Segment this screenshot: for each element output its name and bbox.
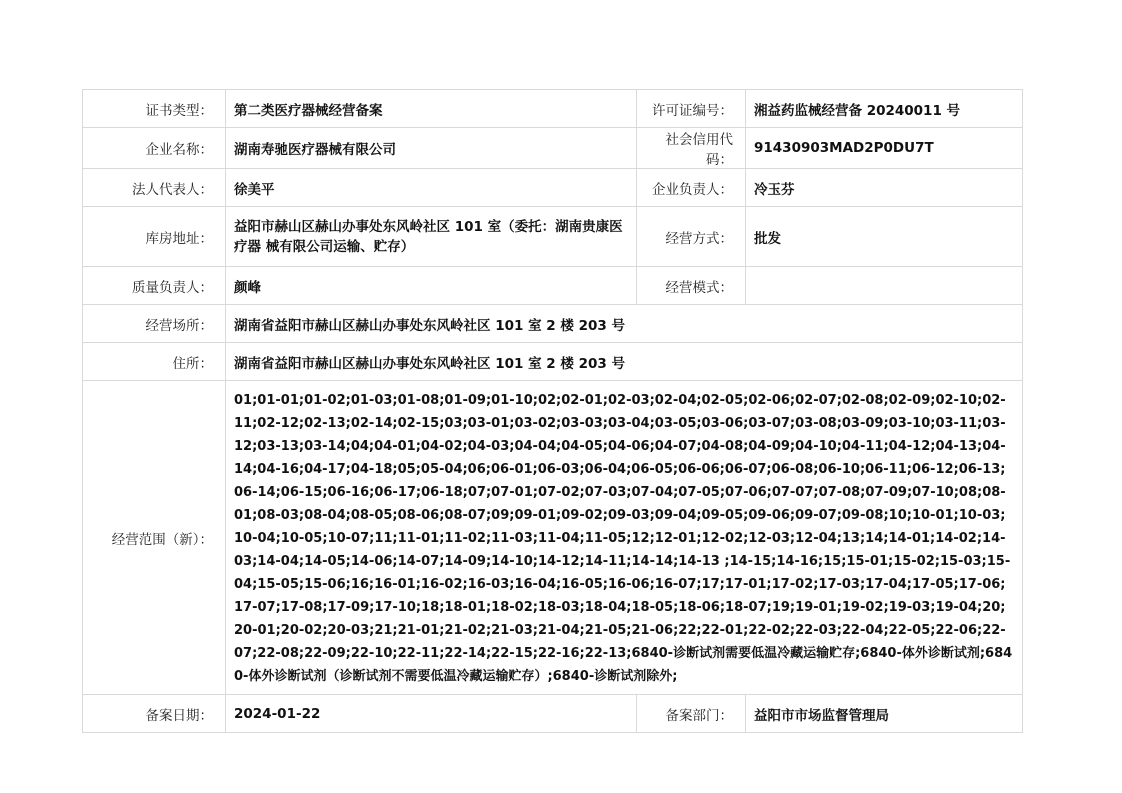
residence-value: 湖南省益阳市赫山区赫山办事处东风岭社区 101 室 2 楼 203 号 [226,343,1023,381]
record-date-value: 2024-01-22 [226,695,637,733]
record-dept-label: 备案部门： [637,695,746,733]
row-company-name [83,128,1023,169]
premises-label: 经营场所： [83,305,226,343]
row-legal-rep [83,169,1023,207]
cert-type-label: 证书类型： [83,90,226,128]
scope-value: 01;01-01;01-02;01-03;01-08;01-09;01-10;02;02-01;02-03;02-04;02-05;02-06;02-07;02-08;02-09;02-10;02-11;02-12;02-13;02-14;02-15;03;03-01;03-02;03-03;03-04;03-05;03-06;03-07;03-08;03-09;03-10;03-11;03-12;03-13;03-14;04;04-01;04-02;04-03;04-04;04-05;04-06;04-07;04-08;04-09;04-10;04-11;04-12;04-13;04-14;04-16;04-17;04-18;05;05-04;06;06-01;06-03;06-04;06-05;06-06;06-07;06-08;06-10;06-11;06-12;06-13;06-14;06-15;06-16;06-17;06-18;07;07-01;07-02;07-03;07-04;07-05;07-06;07-07;07-08;07-09;07-10;08;08-01;08-03;08-04;08-05;08-06;08-07;09;09-01;09-02;09-03;09-04;09-05;09-06;09-07;09-08;10;10-01;10-03;10-04;10-05;10-07;11;11-01;11-02;11-03;11-04;11-05;12;12-01;12-02;12-03;12-04;13;14;14-01;14-02;14-03;14-04;14-05;14-06;14-07;14-09;14-10;14-12;14-11;14-14;14-13 ;14-15;14-16;15;15-01;15-02;15-03;15-04;15-05;15-06;16;16-01;16-02;16-03;16-04;16-05;16-06;16-07;17;17-01;17-02;17-03;17-04;17-05;17-06;17-07;17-08;17-09;17-10;18;18-01;18-02;18-03;18-04;18-05;18-06;18-07;19;19-01;19-02;19-03;19-04;20;20-01;20-02;20-03;21;21-01;21-02;21-03;21-04;21-05;21-06;22;22-01;22-02;22-03;22-04;22-05;22-06;22-07;22-08;22-09;22-10;22-11;22-14;22-15;22-16;22-13;6840-诊断试剂需要低温冷藏运输贮存;6840-体外诊断试剂;6840-体外诊断试剂（诊断试剂不需要低温冷藏运输贮存）;6840-诊断试剂除外; [226,381,1023,695]
row-quality-head [83,267,1023,305]
business-mode-value: 批发 [746,207,1023,267]
row-residence [83,343,1023,381]
filing-record-table [82,89,1023,733]
record-date-label: 备案日期： [83,695,226,733]
credit-code-label: 社会信用代码： [637,128,746,169]
residence-label: 住所： [83,343,226,381]
license-no-label: 许可证编号： [637,90,746,128]
company-name-label: 企业名称： [83,128,226,169]
quality-head-value: 颜峰 [226,267,637,305]
quality-head-label: 质量负责人： [83,267,226,305]
row-warehouse [83,207,1023,267]
business-model-label: 经营模式： [637,267,746,305]
premises-value: 湖南省益阳市赫山区赫山办事处东风岭社区 101 室 2 楼 203 号 [226,305,1023,343]
credit-code-value: 91430903MAD2P0DU7T [746,128,1023,169]
legal-rep-label: 法人代表人： [83,169,226,207]
company-head-label: 企业负责人： [637,169,746,207]
scope-label: 经营范围（新）： [83,381,226,695]
row-scope [83,381,1023,695]
row-cert-type [83,90,1023,128]
business-model-value [746,267,1023,305]
legal-rep-value: 徐美平 [226,169,637,207]
warehouse-addr-label: 库房地址： [83,207,226,267]
business-mode-label: 经营方式： [637,207,746,267]
company-name-value: 湖南寿驰医疗器械有限公司 [226,128,637,169]
license-no-value: 湘益药监械经营备 20240011 号 [746,90,1023,128]
row-premises [83,305,1023,343]
cert-type-value: 第二类医疗器械经营备案 [226,90,637,128]
warehouse-addr-value: 益阳市赫山区赫山办事处东风岭社区 101 室（委托：湖南贵康医疗器 械有限公司运输、贮存） [226,207,637,267]
record-dept-value: 益阳市市场监督管理局 [746,695,1023,733]
row-record-date [83,695,1023,733]
company-head-value: 冷玉芬 [746,169,1023,207]
